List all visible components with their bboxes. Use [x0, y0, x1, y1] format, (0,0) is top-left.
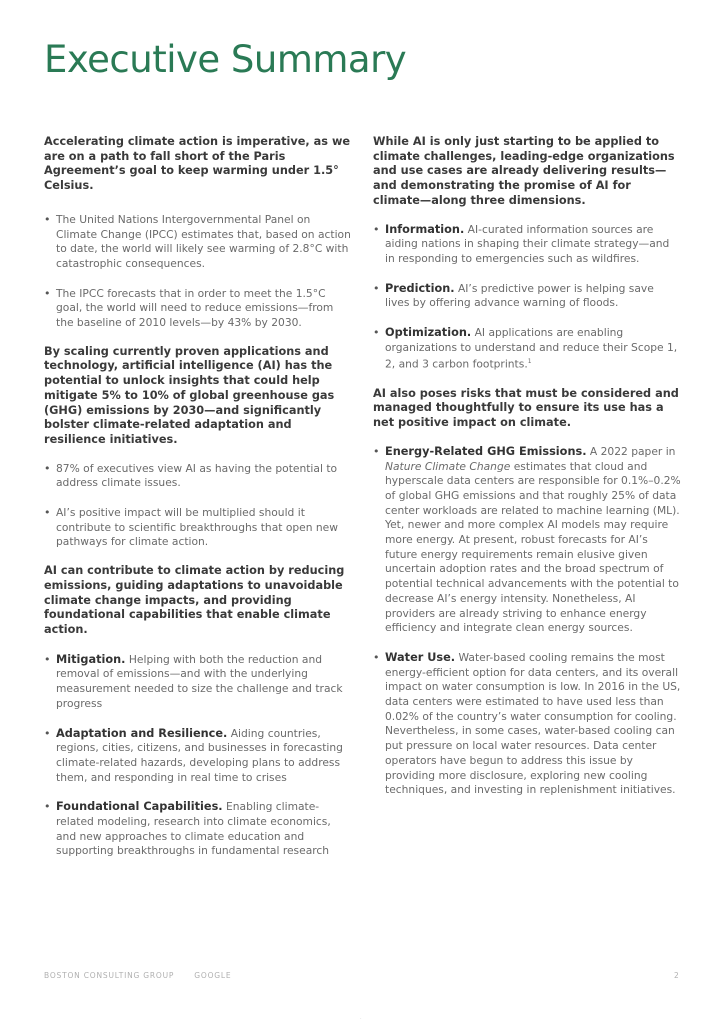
footer — [44, 971, 251, 980]
left-lead-2: By scaling currently proven applications and technology, artificial intelligence (AI) has the potential to unlock insights that could help mitigate 5% to 10% of global greenhouse gas (GHG) emissions by 2030—and significantly bolster climate-related adaptation and resilience initiatives. — [44, 344, 335, 446]
list-item: • Foundational Capabilities. Enabling climate-related modeling, research into climate economics, and new approaches to climate education and supporting breakthroughs in fundamental research — [44, 800, 331, 858]
bullet-icon: • — [373, 650, 380, 664]
bullet-icon: • — [44, 652, 51, 666]
list-item: • Optimization. AI applications are enabling organizations to understand and reduce their Scope 1, 2, and 3 carbon footprints.$^1$ — [373, 326, 678, 371]
left-column — [44, 135, 352, 859]
page-mark: · — [360, 1016, 362, 1022]
list-item: • Energy-Related GHG Emissions. A 2022 paper in Nature Climate Change estimates that cloud and hyperscale data centers are responsible for 0.1%–0.2% of global GHG emissions and that roughly 25% of data center workloads are related to machine learning (ML). Yet, newer and more complex AI models may require more energy. At present, robust forecasts for AI’s future energy requirements remain elusive given uncertain adoption rates and the broad spectrum of potential technical advancements with the potential to decrease AI’s energy intensity. Nonetheless, AI providers are already striving to enhance energy efficiency and integrate clean energy sources. — [373, 444, 681, 635]
left-bullets-2 — [44, 462, 352, 551]
bullet-icon: • — [373, 444, 380, 458]
right-column — [373, 135, 681, 798]
right-lead-2: AI also poses risks that must be considered and managed thoughtfully to ensure its use has a net positive impact on climate. — [373, 386, 679, 430]
footnote-marker: 1 — [527, 358, 532, 366]
bullet-icon: • — [44, 506, 51, 520]
left-bullets-3 — [44, 653, 352, 859]
bullet-icon: • — [44, 212, 51, 226]
bullet-icon: • — [373, 326, 380, 340]
bullet-icon: • — [373, 222, 380, 236]
bullet-icon: • — [44, 286, 51, 300]
bullet-icon: • — [373, 281, 380, 295]
list-item: • Information. AI-curated information sources are aiding nations in shaping their climate strategy—and in responding to emergencies such as wildfires. — [373, 222, 670, 265]
footer-org-bcg: BOSTON CONSULTING GROUP — [44, 971, 175, 980]
bullet-icon: • — [44, 800, 51, 814]
list-item: • Adaptation and Resilience. Aiding countries, regions, cities, citizens, and businesses in forecasting climate-related hazards, developing plans to address them, and responding in real time to crises — [44, 726, 343, 784]
bullet-icon: • — [44, 726, 51, 740]
bullet-icon: • — [44, 461, 51, 475]
list-item: • The IPCC forecasts that in order to meet the 1.5°C goal, the world will need to reduce emissions—from the baseline of 2010 levels—by 43% by 2030. — [44, 286, 334, 330]
list-item: • AI’s positive impact will be multiplied should it contribute to scientific breakthroughs that open new pathways for climate action. — [44, 506, 338, 549]
right-bullets-2 — [373, 445, 681, 798]
list-item: • The United Nations Intergovernmental Panel on Climate Change (IPCC) estimates that, based on action to date, the world will likely see warming of 2.8°C with catastrophic consequences. — [44, 212, 351, 270]
left-lead-3: AI can contribute to climate action by reducing emissions, guiding adaptations to unavoidable climate change impacts, and providing foundational capabilities that enable climate action. — [44, 564, 345, 636]
list-item: • Mitigation. Helping with both the reduction and removal of emissions—and with the underlying measurement needed to size the challenge and track progress — [44, 652, 343, 710]
list-item: • Water Use. Water-based cooling remains the most energy-efficient option for data centers, and its overall impact on water consumption is low. In 2016 in the US, data centers were estimated to have used less than 0.02% of the country’s water consumption for cooling. Nevertheless, in some cases, water-based cooling can put pressure on local water resources. Data center operators have begun to address this issue by providing more disclosure, exploring new cooling techniques, and investing in replenishment initiatives. — [373, 650, 681, 797]
list-item: • Prediction. AI’s predictive power is helping save lives by offering advance warning of floods. — [373, 281, 654, 310]
left-bullets-1 — [44, 213, 352, 331]
page-title: Executive Summary — [44, 38, 407, 81]
page-number: 2 — [674, 971, 679, 980]
list-item: • 87% of executives view AI as having the potential to address climate issues. — [44, 461, 338, 490]
right-bullets-1 — [373, 223, 681, 373]
left-lead-1: Accelerating climate action is imperative, as we are on a path to fall short of the Paris Agreement’s goal to keep warming under 1.5° Celsius. — [44, 135, 351, 193]
right-lead-1: While AI is only just starting to be applied to climate challenges, leading-edge organizations and use cases are already delivering results—and demonstrating the promise of AI for climate—along three dimensions. — [373, 135, 675, 207]
footer-org-google: GOOGLE — [194, 971, 232, 980]
